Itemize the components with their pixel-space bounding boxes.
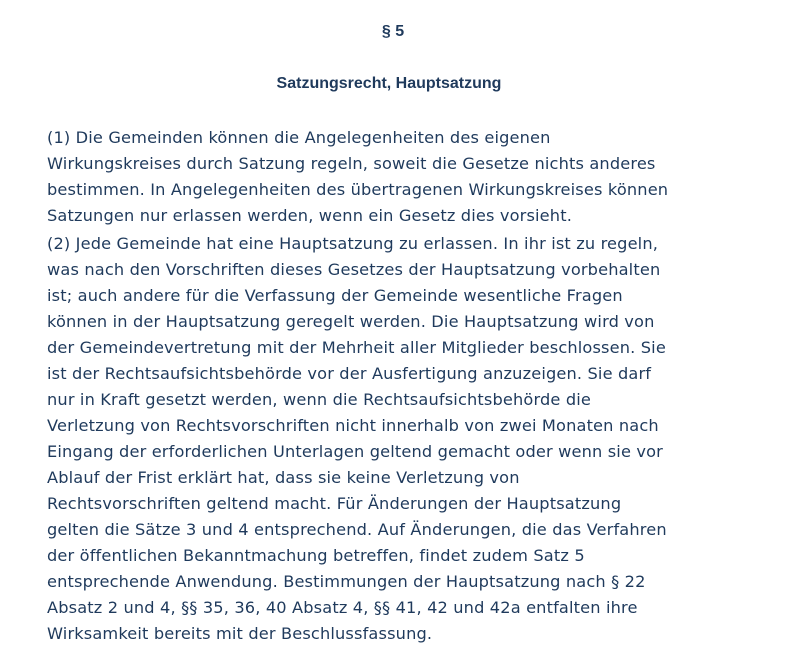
paragraph-line: (1) Die Gemeinden können die Angelegenheiten des eigenen — [47, 128, 551, 147]
paragraph-line: bestimmen. In Angelegenheiten des übertragenen Wirkungskreises können — [47, 180, 669, 199]
paragraph-line: nur in Kraft gesetzt werden, wenn die Rechtsaufsichtsbehörde die — [47, 390, 592, 409]
section-title: Satzungsrecht, Hauptsatzung — [276, 75, 502, 92]
paragraph-line: was nach den Vorschriften dieses Gesetzes der Hauptsatzung vorbehalten — [47, 260, 661, 279]
paragraph-line: Rechtsvorschriften geltend macht. Für Änderungen der Hauptsatzung — [47, 494, 622, 513]
paragraph-2 — [47, 231, 777, 647]
paragraph-line: Wirkungskreises durch Satzung regeln, soweit die Gesetze nichts anderes — [47, 154, 656, 173]
section-number: § 5 — [381, 23, 405, 40]
paragraph-line: der Gemeindevertretung mit der Mehrheit aller Mitglieder beschlossen. Sie — [47, 338, 666, 357]
paragraph-line: ist der Rechtsaufsichtsbehörde vor der Ausfertigung anzuzeigen. Sie darf — [47, 364, 652, 383]
paragraph-line: Absatz 2 und 4, §§ 35, 36, 40 Absatz 4, §§ 41, 42 und 42a entfalten ihre — [47, 598, 638, 617]
paragraph-line: Ablauf der Frist erklärt hat, dass sie keine Verletzung von — [47, 468, 520, 487]
paragraph-line: ist; auch andere für die Verfassung der Gemeinde wesentliche Fragen — [47, 286, 623, 305]
paragraph-line: Wirksamkeit bereits mit der Beschlussfassung. — [47, 624, 433, 643]
paragraph-line: entsprechende Anwendung. Bestimmungen der Hauptsatzung nach § 22 — [47, 572, 646, 591]
paragraph-line: (2) Jede Gemeinde hat eine Hauptsatzung zu erlassen. In ihr ist zu regeln, — [47, 234, 659, 253]
paragraph-line: Eingang der erforderlichen Unterlagen geltend gemacht oder wenn sie vor — [47, 442, 663, 461]
paragraph-line: können in der Hauptsatzung geregelt werden. Die Hauptsatzung wird von — [47, 312, 655, 331]
paragraph-line: Satzungen nur erlassen werden, wenn ein Gesetz dies vorsieht. — [47, 206, 572, 225]
paragraph-line: gelten die Sätze 3 und 4 entsprechend. Auf Änderungen, die das Verfahren — [47, 520, 667, 539]
paragraph-1 — [47, 125, 777, 229]
paragraph-line: Verletzung von Rechtsvorschriften nicht innerhalb von zwei Monaten nach — [47, 416, 659, 435]
paragraph-line: der öffentlichen Bekanntmachung betreffen, findet zudem Satz 5 — [47, 546, 585, 565]
